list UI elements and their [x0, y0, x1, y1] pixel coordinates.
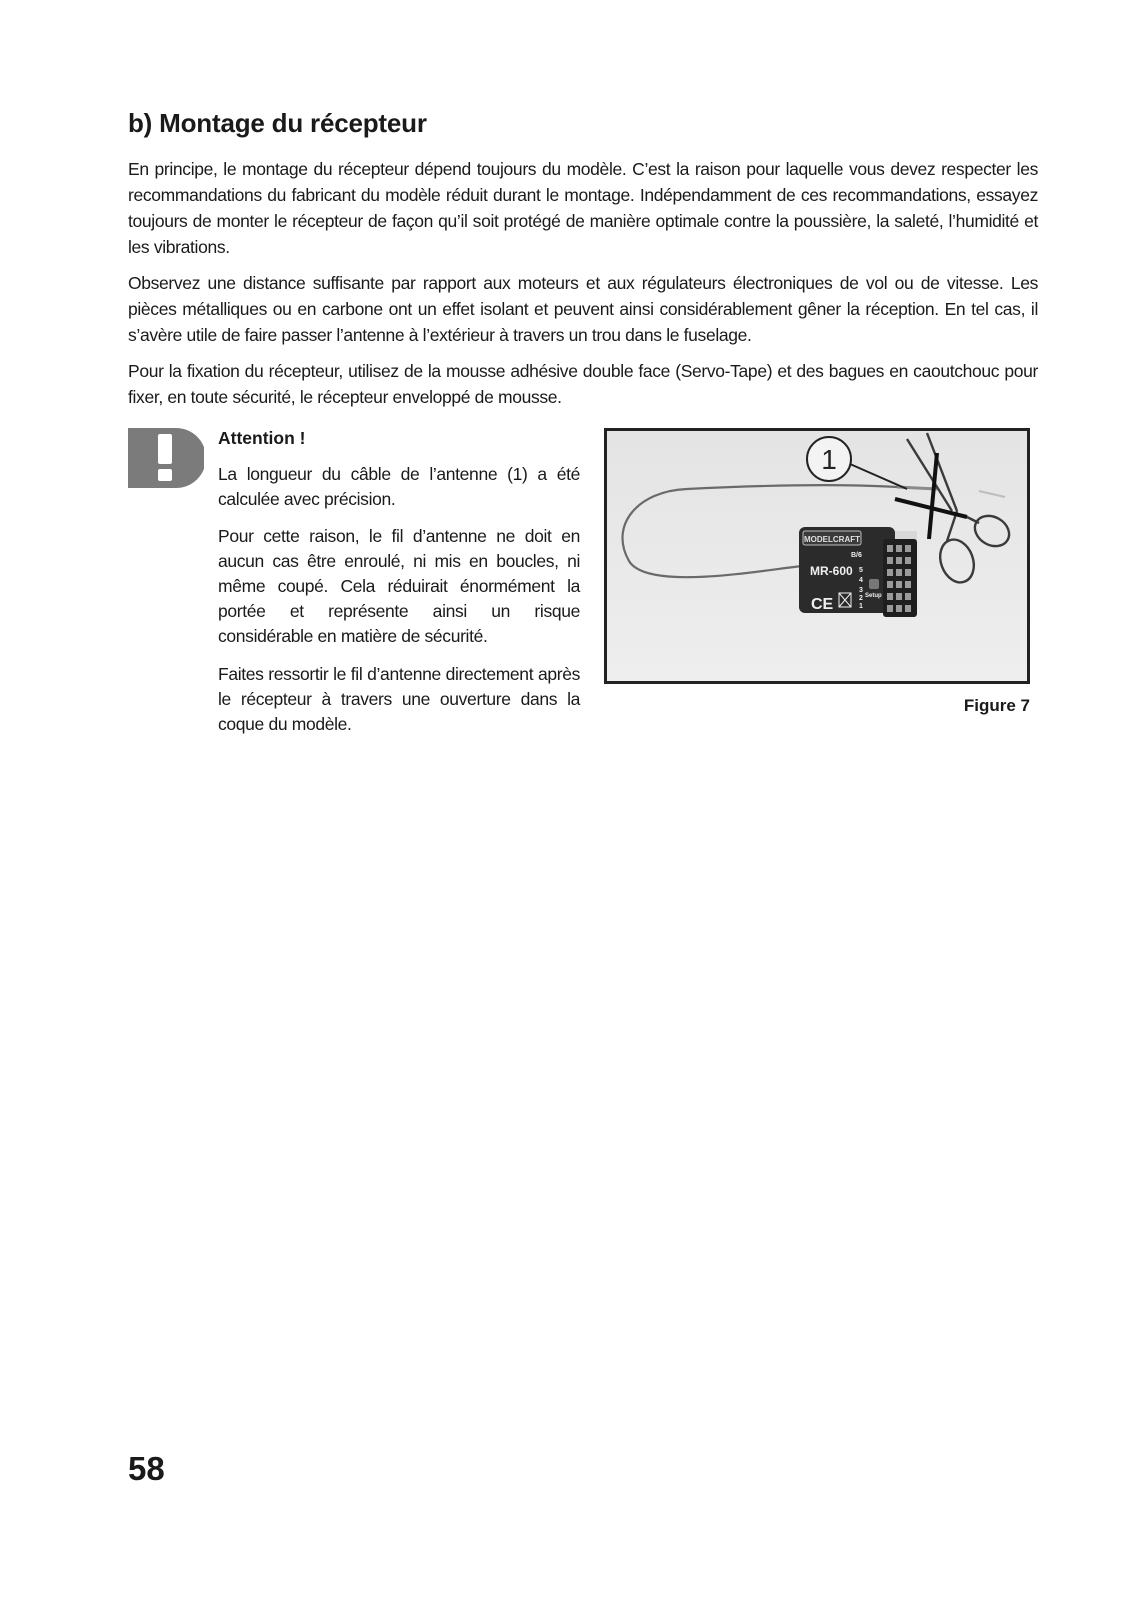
- section-heading: b) Montage du récepteur: [128, 108, 427, 138]
- figure-receiver-photo: [604, 428, 1030, 684]
- attention-title: Attention !: [218, 428, 306, 448]
- svg-text:2: 2: [859, 595, 863, 602]
- svg-text:MODELCRAFT: MODELCRAFT: [804, 535, 860, 544]
- svg-text:B/6: B/6: [851, 552, 862, 559]
- page-number: 58: [128, 1450, 165, 1487]
- figure-caption: Figure 7: [963, 696, 1030, 715]
- body-paragraph-2: Observez une distance suffisante par rapport aux moteurs et aux régulateurs électroniques de vol ou de vitesse. Les pièces métalliques ou en carbone ont un effet isolant et peuvent ainsi considérablement gêner la réception. En tel cas, il s’avère utile de faire passer l’antenne à l’extérieur à travers un trou dans le fuselage.: [128, 273, 1038, 345]
- attention-paragraph-2: Pour cette raison, le fil d’antenne ne doit en aucun cas être enroulé, ni mis en boucles, ni même coupé. Cela réduirait énormément la portée et représente ainsi un risque considérable en matière de sécurité.: [218, 526, 580, 646]
- svg-text:3: 3: [859, 587, 863, 594]
- attention-paragraph-1: La longueur du câble de l’antenne (1) a été calculée avec précision.: [218, 464, 580, 509]
- svg-text:5: 5: [859, 567, 863, 574]
- svg-text:MR-600: MR-600: [810, 564, 853, 578]
- svg-text:4: 4: [859, 577, 863, 584]
- body-paragraph-1: En principe, le montage du récepteur dépend toujours du modèle. C’est la raison pour laquelle vous devez respecter les recommandations du fabricant du modèle réduit durant le montage. Indépendamment de ces recommandations, essayez toujours de monter le récepteur de façon qu’il soit protégé de manière optimale contre la poussière, la saleté, l’humidité et les vibrations.: [128, 159, 1038, 257]
- svg-text:Setup: Setup: [865, 593, 882, 599]
- svg-text:1: 1: [859, 603, 863, 610]
- body-paragraph-3: Pour la fixation du récepteur, utilisez de la mousse adhésive double face (Servo-Tape) et des bagues en caoutchouc pour fixer, en toute sécurité, le récepteur enveloppé de mousse.: [128, 361, 1038, 407]
- receiver-unit: [799, 527, 917, 617]
- exclamation-warning-icon: [128, 428, 204, 488]
- svg-text:CE: CE: [811, 596, 834, 613]
- attention-paragraph-3: Faites ressortir le fil d’antenne directement après le récepteur à travers une ouverture dans la coque du modèle.: [218, 664, 580, 734]
- svg-text:1: 1: [821, 444, 837, 475]
